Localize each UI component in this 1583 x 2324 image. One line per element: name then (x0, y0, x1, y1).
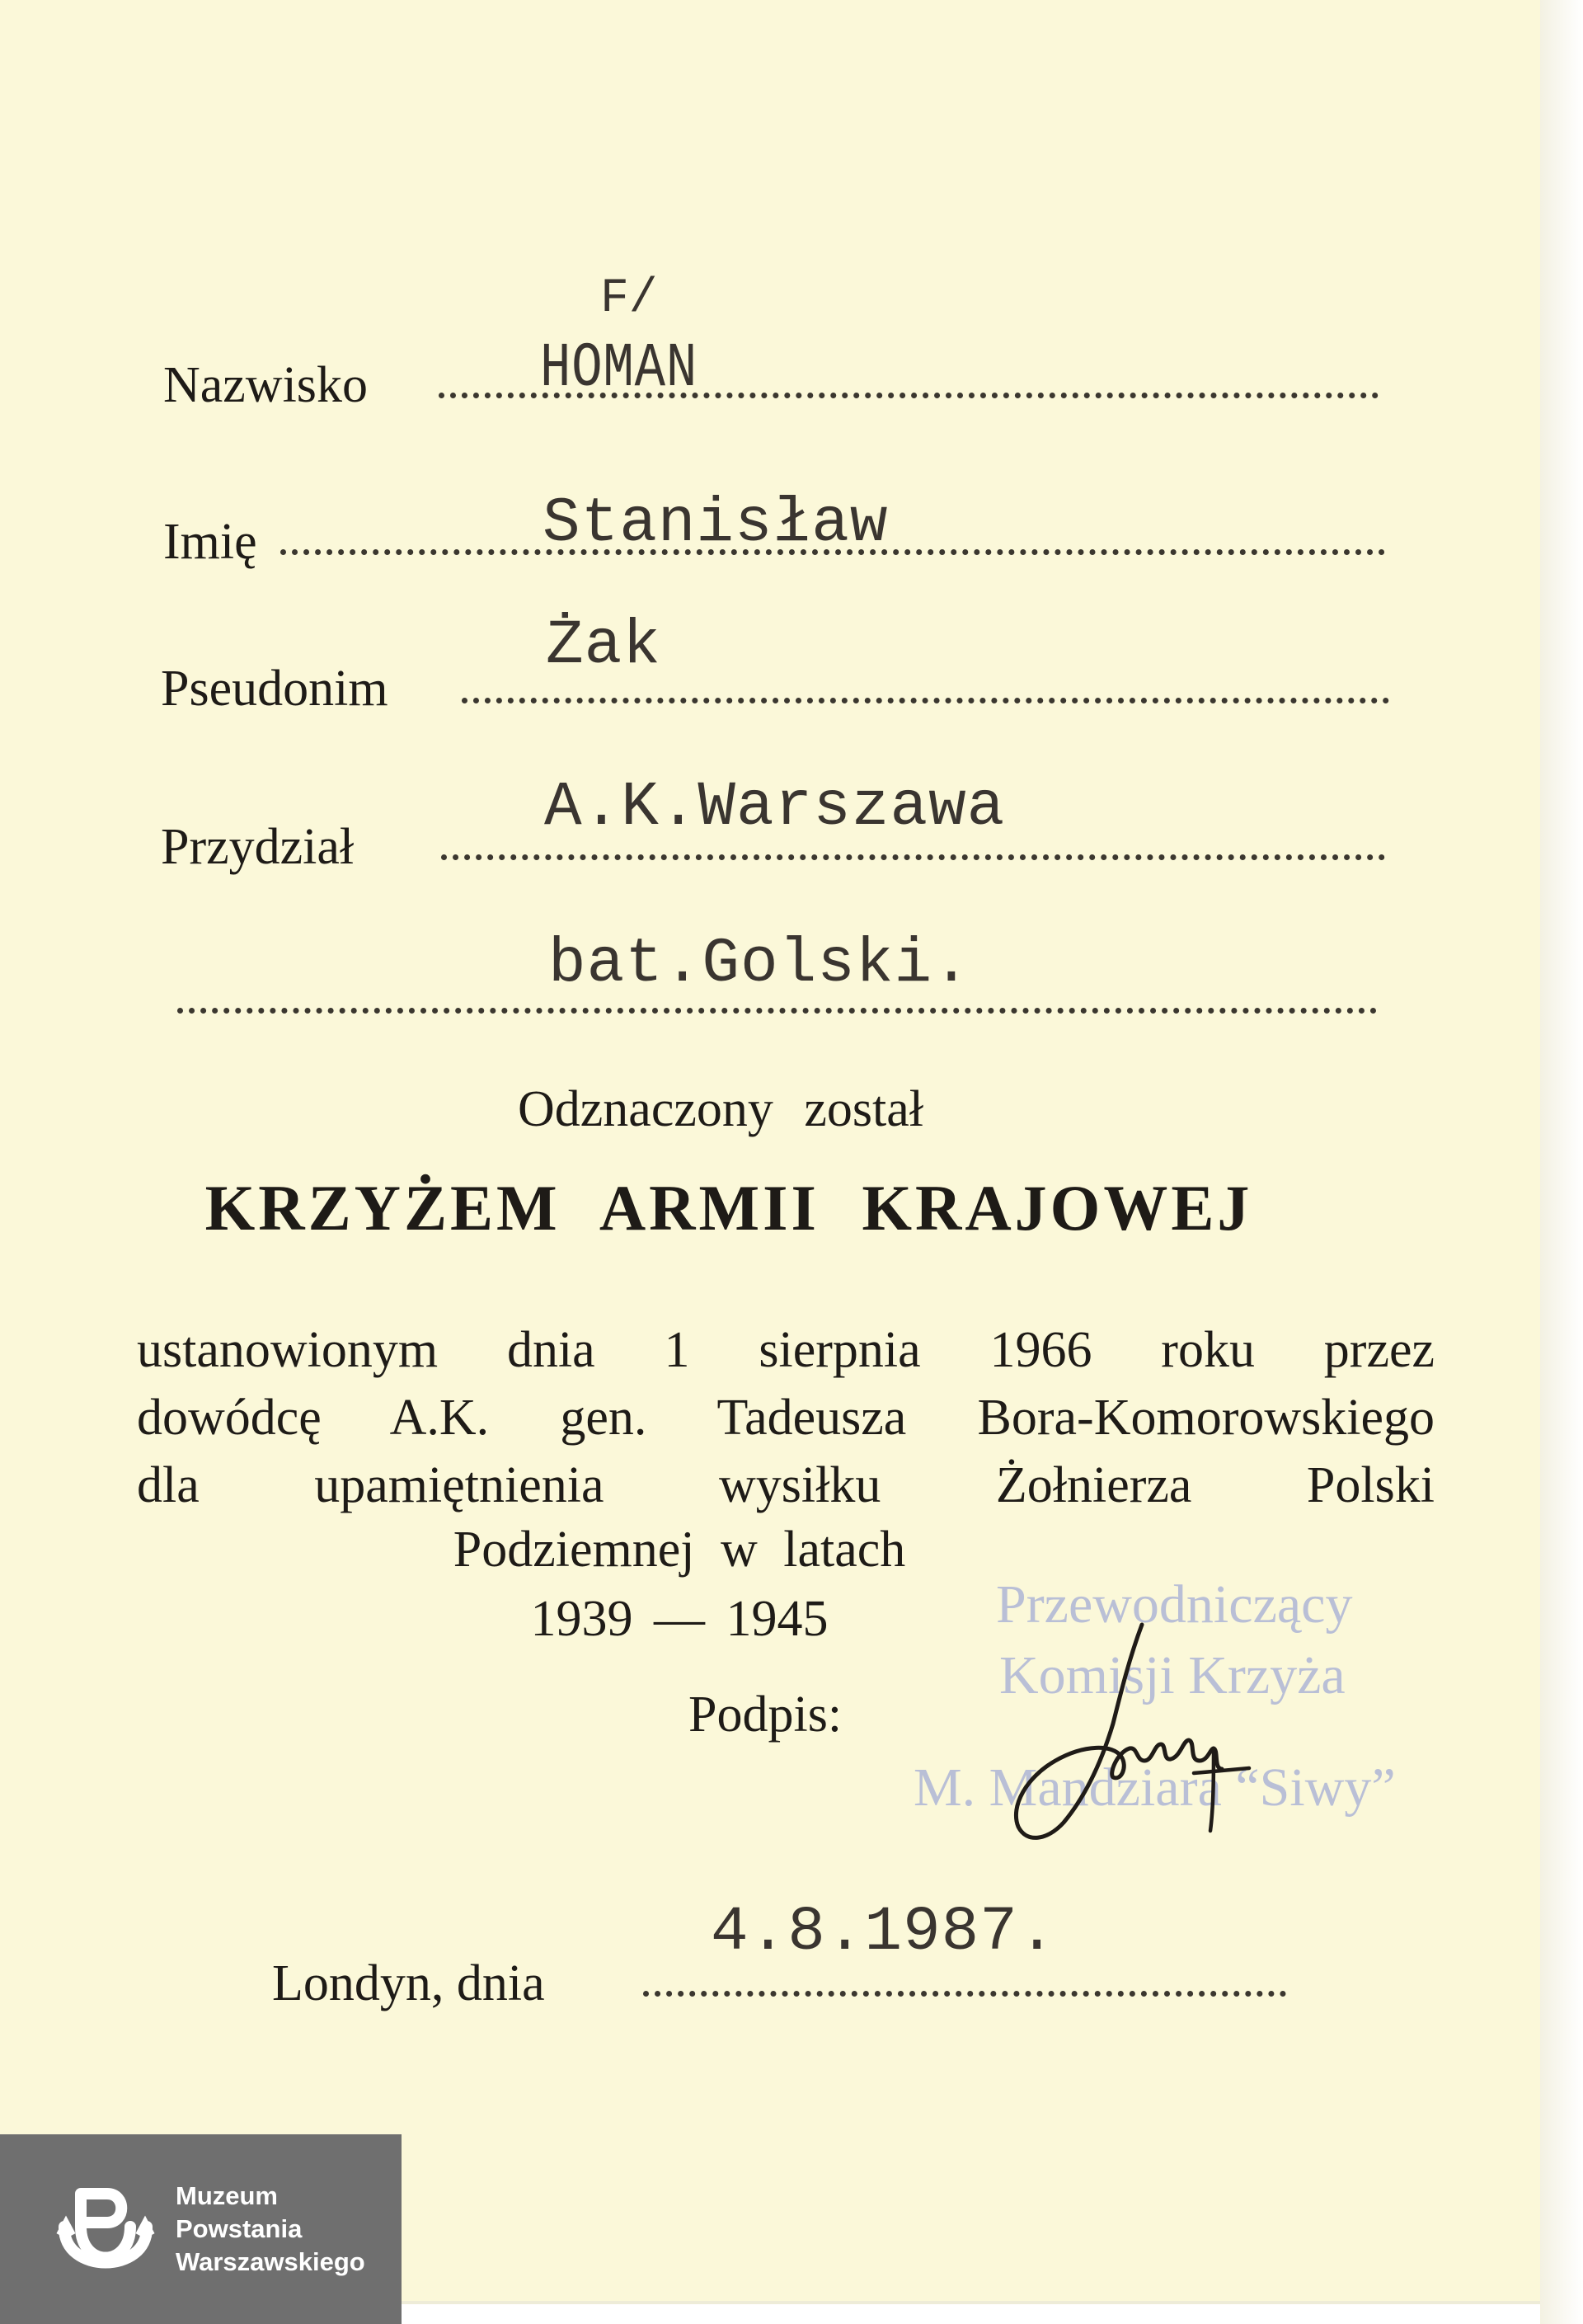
date-value: 4.8.1987. (711, 1897, 1057, 1968)
handwritten-signature (998, 1608, 1261, 1856)
kotwica-anchor-icon (48, 2177, 163, 2284)
museum-name-line-2: Powstania (176, 2214, 303, 2243)
place-date-label: Londyn, dnia (272, 1955, 545, 2011)
surname-label: Nazwisko (163, 357, 368, 413)
stamp-line-2: Komisji Krzyża (999, 1645, 1346, 1705)
surname-dotted-line (439, 393, 1379, 398)
museum-name (176, 2180, 365, 2279)
museum-name-line-3: Warszawskiego (176, 2247, 365, 2276)
stamp-line-1: Przewodniczący (996, 1574, 1353, 1635)
assignment-dotted-line-2 (177, 1008, 1377, 1014)
award-years: 1939 — 1945 (530, 1591, 829, 1647)
pseudonym-value: Żak (546, 610, 661, 681)
date-dotted-line (643, 1991, 1286, 1997)
award-intro: Odznaczony został (518, 1081, 923, 1137)
surname-correction: F/ (600, 272, 658, 326)
pseudonym-dotted-line (462, 698, 1389, 703)
assignment-label: Przydział (161, 819, 355, 875)
assignment-value: A.K.Warszawa (544, 772, 1006, 843)
pseudonym-label: Pseudonim (161, 661, 388, 717)
first-name-label: Imię (163, 514, 257, 570)
award-body-line-4: Podziemnej w latach (453, 1522, 906, 1578)
award-title: KRZYŻEM ARMII KRAJOWEJ (204, 1172, 1253, 1244)
museum-name-line-1: Muzeum (176, 2181, 278, 2210)
award-body-line-3: dla upamiętnienia wysiłku Żołnierza Polski (137, 1457, 1435, 1513)
museum-watermark (0, 2134, 402, 2324)
surname-value: HOMAN (540, 333, 698, 404)
award-body-line-1: ustanowionym dnia 1 sierpnia 1966 roku przez (137, 1322, 1435, 1378)
first-name-value: Stanisław (543, 488, 889, 559)
stamp-line-3: M. Mandziara “Siwy” (914, 1757, 1396, 1818)
award-body-line-2: dowódcę A.K. gen. Tadeusza Bora-Komorowskiego (137, 1390, 1435, 1446)
award-body (137, 1316, 1435, 1519)
assignment-value-2: bat.Golski. (548, 929, 971, 1000)
scan-edge (1540, 0, 1583, 2324)
assignment-dotted-line (441, 854, 1385, 860)
signature-label: Podpis: (688, 1687, 843, 1743)
